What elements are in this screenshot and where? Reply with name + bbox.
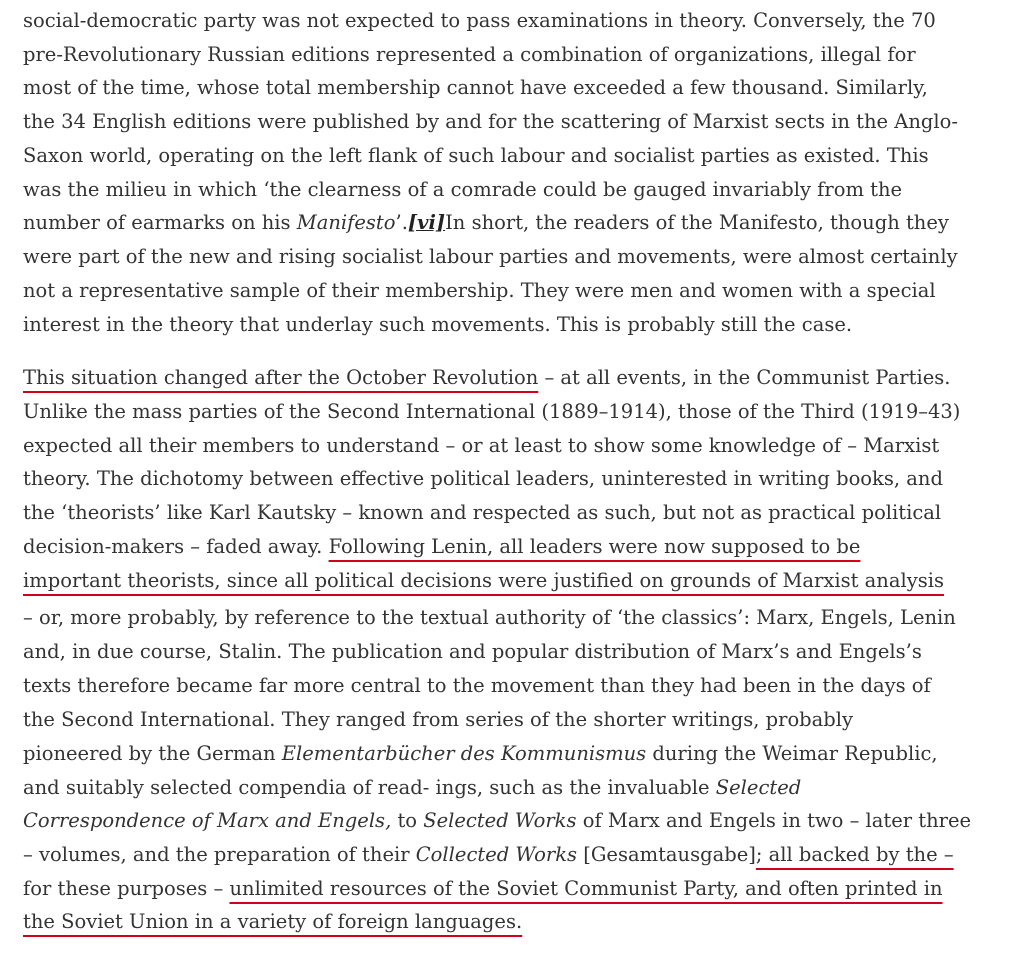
text-line: texts therefore became far more central to the movement than they had been in the days of	[23, 674, 931, 697]
highlighted-text: unlimited resources of the Soviet Communist Party, and often printed in	[229, 877, 943, 900]
text-line	[23, 361, 950, 394]
text-line	[23, 804, 971, 837]
text-line: Unlike the mass parties of the Second International (1889–1914), those of the Third (1919–43)	[23, 400, 961, 423]
text-span: – at all events, in the Communist Parties.	[538, 366, 951, 389]
text-line: most of the time, whose total membership cannot have exceeded a few thousand. Similarly,	[23, 76, 928, 99]
text-line: the ‘theorists’ like Karl Kautsky – known and respected as such, but not as practical political	[23, 501, 942, 524]
text-span: of Marx and Engels in two – later three	[576, 809, 972, 832]
text-line	[23, 530, 860, 563]
text-span: decision-makers – faded away.	[23, 535, 329, 558]
text-span: for these purposes –	[23, 877, 230, 900]
footnote-link[interactable]: [vi]	[407, 211, 446, 234]
italic-title: Correspondence of Marx and Engels,	[23, 809, 392, 832]
highlighted-text: the Soviet Union in a variety of foreign languages.	[23, 910, 523, 933]
text-span: to	[391, 809, 424, 832]
text-line: not a representative sample of their membership. They were men and women with a special	[23, 279, 936, 302]
highlighted-text: ; all backed by the –	[755, 843, 954, 866]
text-line: theory. The dichotomy between effective political leaders, uninterested in writing books, and	[23, 467, 943, 490]
text-line	[23, 737, 938, 770]
text-line	[23, 872, 943, 905]
italic-title: Elementarbücher des Kommunismus	[281, 742, 647, 765]
highlighted-text: This situation changed after the October Revolution	[23, 366, 539, 389]
text-line	[23, 206, 949, 239]
text-span: and suitably selected compendia of read- ings, such as the invaluable	[23, 776, 716, 799]
text-line	[23, 771, 801, 804]
text-line: pre-Revolutionary Russian editions represented a combination of organizations, illegal for	[23, 43, 916, 66]
text-line	[23, 905, 522, 938]
text-line: were part of the new and rising socialist labour parties and movements, were almost certainly	[23, 245, 958, 268]
text-line: and, in due course, Stalin. The publication and popular distribution of Marx’s and Engels’s	[23, 640, 922, 663]
highlighted-text: Following Lenin, all leaders were now supposed to be	[328, 535, 861, 558]
text-line: – or, more probably, by reference to the textual authority of ‘the classics’: Marx, Engels, Lenin	[23, 606, 956, 629]
text-span: [Gesamtausgabe]	[577, 843, 756, 866]
text-line: Saxon world, operating on the left flank of such labour and socialist parties as existed. This	[23, 144, 929, 167]
text-span: during the Weimar Republic,	[646, 742, 938, 765]
text-line: expected all their members to understand – or at least to show some knowledge of – Marxist	[23, 434, 940, 457]
text-span: number of earmarks on his	[23, 211, 297, 234]
text-line	[23, 564, 944, 597]
text-span: ’.	[395, 211, 408, 234]
text-line	[23, 838, 954, 871]
text-line: interest in the theory that underlay such movements. This is probably still the case.	[23, 313, 853, 336]
text-line: was the milieu in which ‘the clearness of a comrade could be gauged invariably from the	[23, 178, 903, 201]
highlighted-text: important theorists, since all political decisions were justified on grounds of Marxist analysis	[23, 569, 944, 592]
text-span: pioneered by the German	[23, 742, 282, 765]
text-span: – volumes, and the preparation of their	[23, 843, 416, 866]
italic-title: Collected Works	[415, 843, 578, 866]
text-span: In short, the readers of the Manifesto, though they	[445, 211, 949, 234]
italic-title: Selected Works	[423, 809, 577, 832]
text-line: social-democratic party was not expected to pass examinations in theory. Conversely, the 70	[23, 9, 936, 32]
italic-title: Selected	[715, 776, 802, 799]
text-line: the Second International. They ranged from series of the shorter writings, probably	[23, 708, 854, 731]
italic-title: Manifesto	[296, 211, 396, 234]
text-line: the 34 English editions were published by and for the scattering of Marxist sects in the Anglo-	[23, 110, 958, 133]
